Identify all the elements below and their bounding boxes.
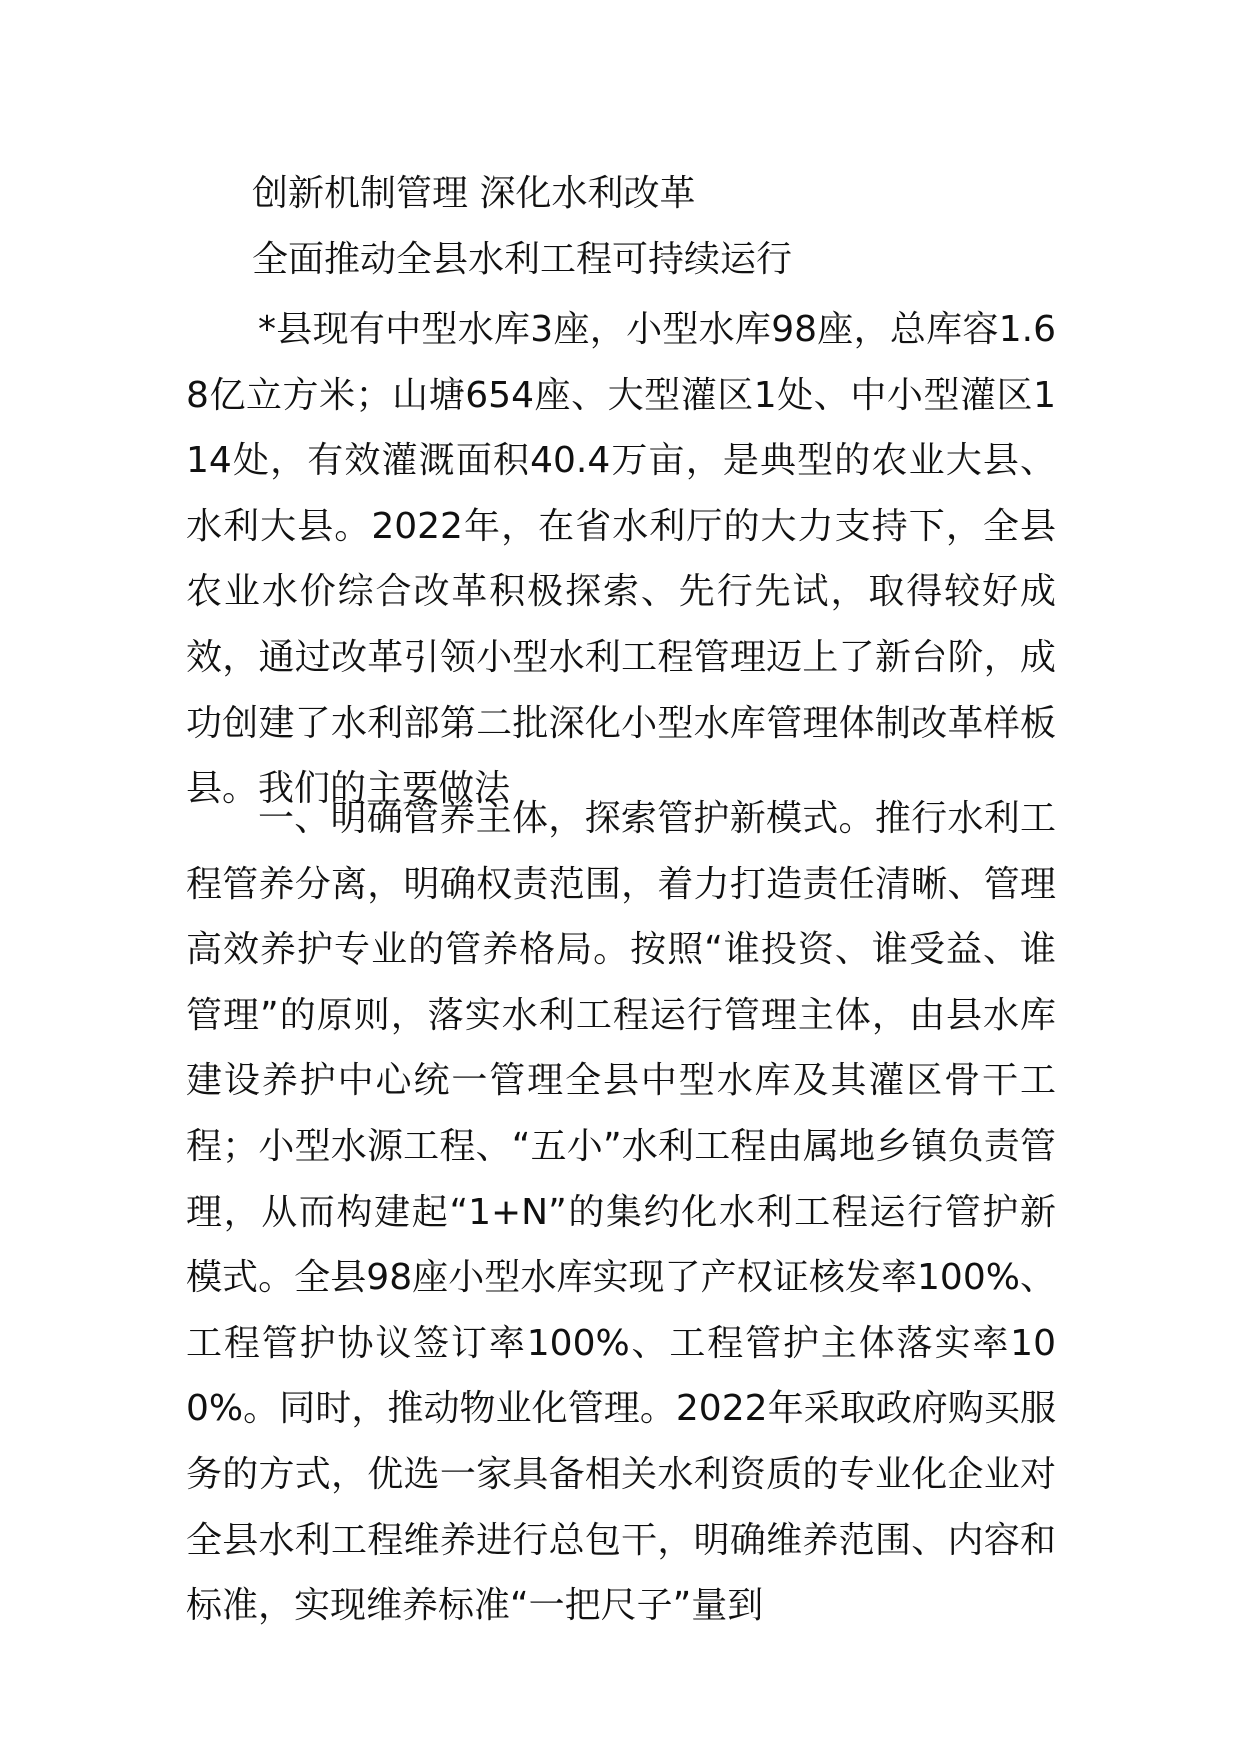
paragraph-intro: *县现有中型水库3座，小型水库98座，总库容1.68亿立方米；山塘654座、大型灌区1处、中小型灌区114处，有效灌溉面积40.4万亩，是典型的农业大县、水利大县。2022年，在省水利厅的大力支持下，全县农业水价综合改革积极探索、先行先试，取得较好成效，通过改革引领小型水利工程管理迈上了新台阶，成功创建了水利部第二批深化小型水库管理体制改革样板县。我们的主要做法 [186, 309, 1056, 810]
paragraph-section-one: 一、明确管养主体，探索管护新模式。推行水利工程管养分离，明确权责范围，着力打造责任清晰、管理高效养护专业的管养格局。按照“谁投资、谁受益、谁管理”的原则，落实水利工程运行管理主体，由县水库建设养护中心统一管理全县中型水库及其灌区骨干工程；小型水源工程、“五小”水利工程由属地乡镇负责管理，从而构建起“1+N”的集约化水利工程运行管护新模式。全县98座小型水库实现了产权证核发率100%、工程管护协议签订率100%、工程管护主体落实率100%。同时，推动物业化管理。2022年采取政府购买服务的方式，优选一家具备相关水利资质的专业化企业对全县水利工程维养进行总包干，明确维养范围、内容和标准，实现维养标准“一把尺子”量到 [186, 798, 1056, 1627]
document-title-line-1: 创新机制管理 深化水利改革 [252, 173, 696, 214]
document-title-line-2: 全面推动全县水利工程可持续运行 [252, 239, 793, 280]
